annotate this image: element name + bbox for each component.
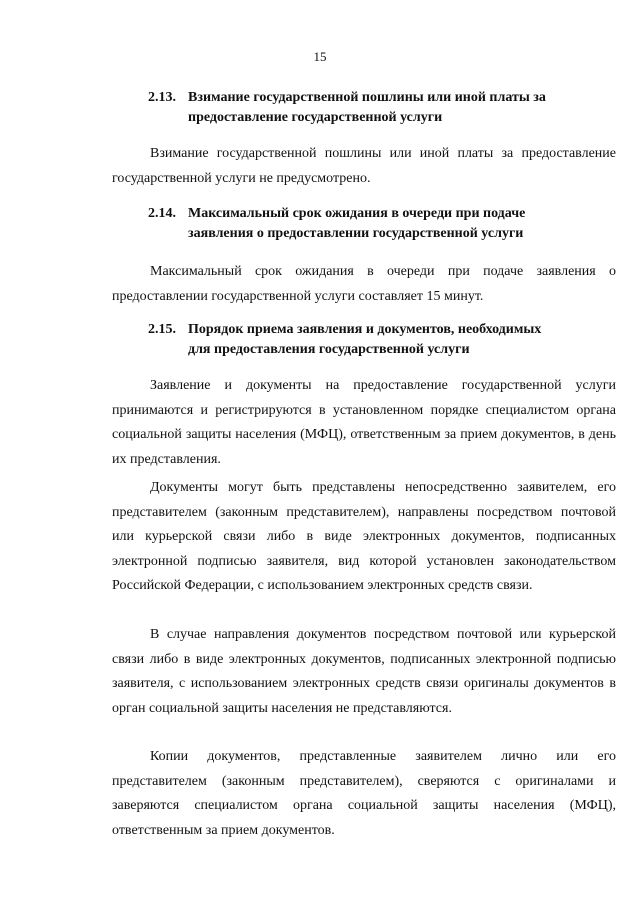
page-number: 15 <box>313 49 327 64</box>
section-number: 2.14. <box>148 206 176 221</box>
section-title-line2: предоставление государственной услуги <box>188 110 443 125</box>
paragraph: Максимальный срок ожидания в очереди при подаче заявления о предоставлении государственной услуги составляет 15 минут. <box>112 264 616 304</box>
paragraph: Заявление и документы на предоставление государственной услуги принимаются и регистрируются в установленном порядке специалистом органа социальной защиты населения (МФЦ), ответственным за прием документов, в день их представления. <box>112 378 616 467</box>
section-title-line2: для предоставления государственной услуги <box>188 342 470 357</box>
section-number: 2.15. <box>148 322 176 337</box>
paragraph: Копии документов, представленные заявителем лично или его представителем (законным представителем), сверяются с оригиналами и заверяются специалистом органа социальной защиты населения (МФЦ), ответственным за прием документов. <box>112 749 616 838</box>
section-title-line1: Максимальный срок ожидания в очереди при подаче <box>188 206 526 221</box>
section-title-line1: Порядок приема заявления и документов, необходимых <box>188 322 542 337</box>
paragraph: В случае направления документов посредством почтовой или курьерской связи либо в виде электронных документов, подписанных электронной подписью заявителя, с использованием электронных средств связи оригиналы документов в орган социальной защиты населения не представляются. <box>112 627 616 716</box>
paragraph: Документы могут быть представлены непосредственно заявителем, его представителем (законным представителем), направлены посредством почтовой или курьерской связи либо в виде электронных документов, подписанных электронной подписью заявителя, вид которой установлен законодательством Российской Федерации, с использованием электронных средств связи. <box>112 480 616 593</box>
section-heading-2-15 <box>148 320 616 360</box>
section-title-line1: Взимание государственной пошлины или иной платы за <box>188 90 546 105</box>
paragraph: Взимание государственной пошлины или иной платы за предоставление государственной услуги не предусмотрено. <box>112 146 616 186</box>
section-heading-2-14 <box>148 204 616 244</box>
section-title-line2: заявления о предоставлении государственной услуги <box>188 226 524 241</box>
section-number: 2.13. <box>148 90 176 105</box>
section-heading-2-13 <box>148 88 616 128</box>
